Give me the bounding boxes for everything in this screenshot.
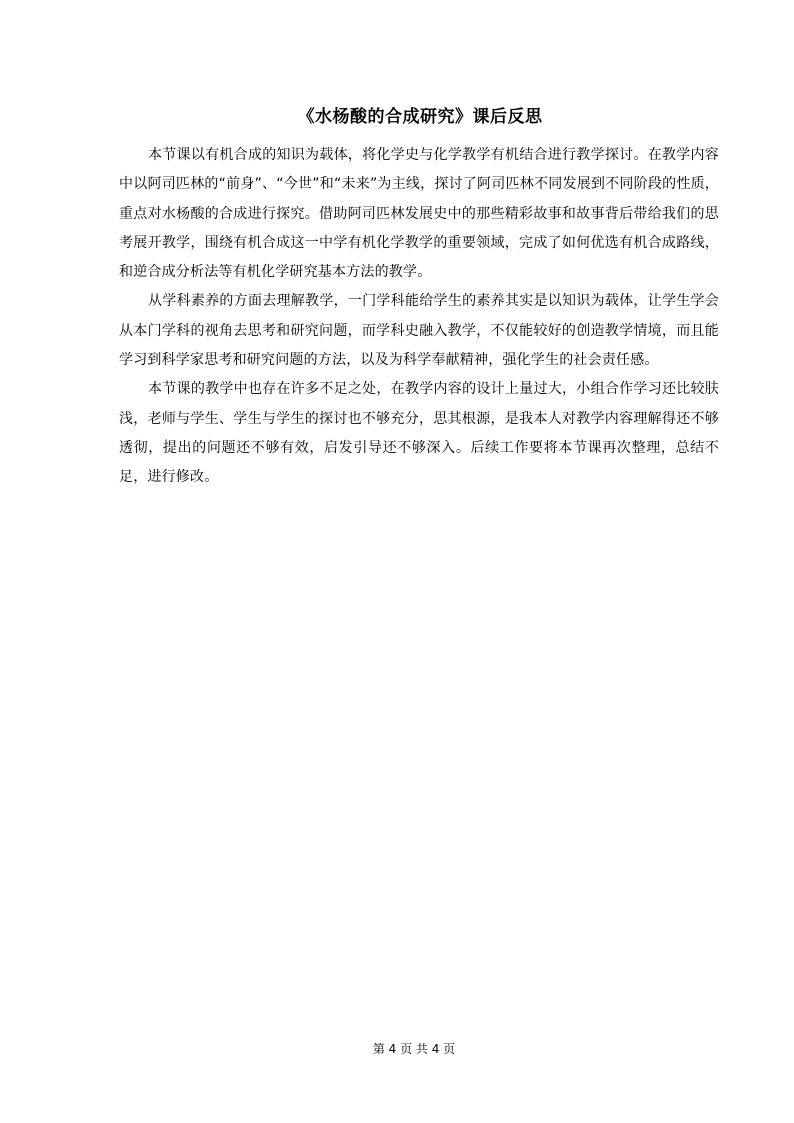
- document-body: [119, 141, 719, 493]
- paragraph-1: 本节课以有机合成的知识为载体，将化学史与化学教学有机结合进行教学探讨。在教学内容中以阿司匹林的“前身”、“今世”和“未来”为主线，探讨了阿司匹林不同发展到不同阶段的性质，重点对水杨酸的合成进行探究。借助阿司匹林发展史中的那些精彩故事和故事背后带给我们的思考展开教学，围绕有机合成这一中学有机化学教学的重要领域，完成了如何优选有机合成路线，和逆合成分析法等有机化学研究基本方法的教学。: [119, 147, 719, 281]
- document-title: 《水杨酸的合成研究》课后反思: [297, 107, 543, 127]
- paragraph-2: 从学科素养的方面去理解教学，一门学科能给学生的素养其实是以知识为载体，让学生学会从本门学科的视角去思考和研究问题，而学科史融入教学，不仅能较好的创造教学情境，而且能学习到科学家思考和研究问题的方法，以及为科学奉献精神，强化学生的社会责任感。: [119, 293, 719, 369]
- page-footer: [0, 1041, 794, 1057]
- paragraph-3: 本节课的教学中也存在许多不足之处，在教学内容的设计上量过大，小组合作学习还比较肤浅，老师与学生、学生与学生的探讨也不够充分，思其根源，是我本人对教学内容理解得还不够透彻，提出的问题还不够有效，启发引导还不够深入。后续工作要将本节课再次整理，总结不足，进行修改。: [119, 381, 719, 486]
- page-number-label: 第 4 页 共 4 页: [372, 1042, 456, 1056]
